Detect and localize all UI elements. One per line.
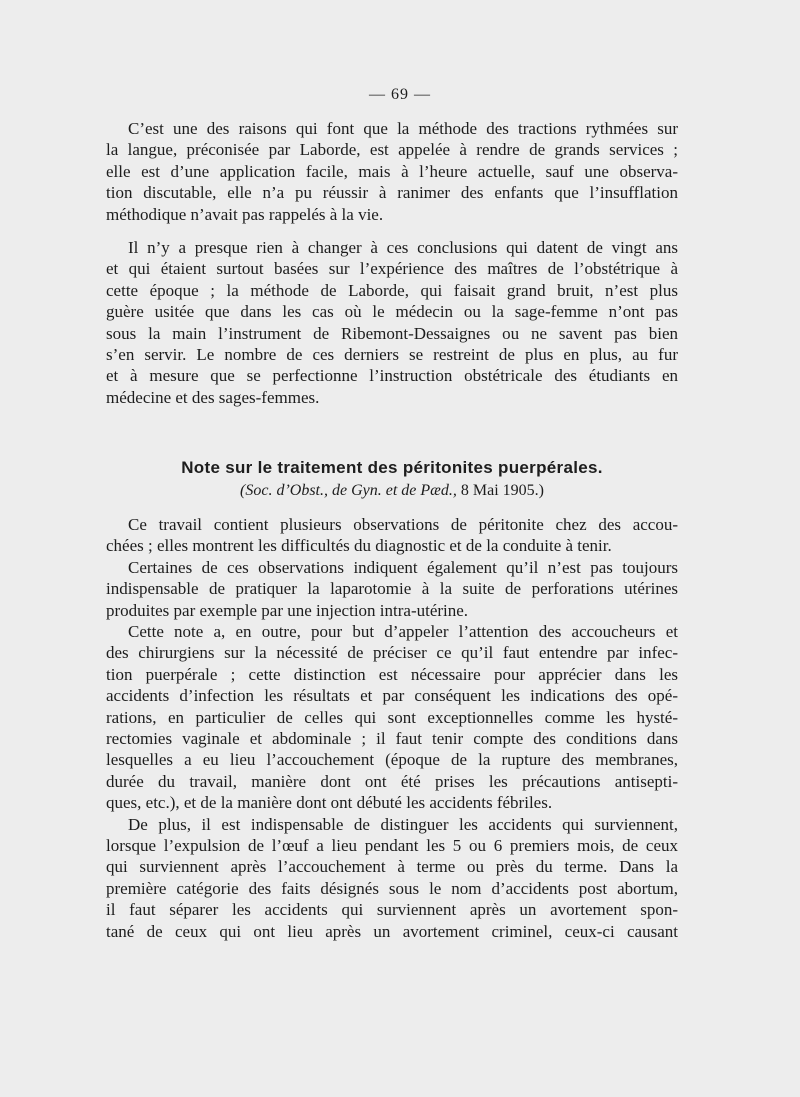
text-line: sous la main l’instrument de Ribemont-Dessaignes ou ne savent pas bien	[106, 323, 678, 343]
paragraph-3	[106, 514, 678, 557]
text-line: indispensable de pratiquer la laparotomie à la suite de perforations utérines	[106, 579, 678, 599]
paragraph-4	[106, 557, 678, 621]
text-line: elle est d’une application facile, mais à l’heure actuelle, sauf une observa-	[106, 161, 678, 181]
page-number: — 69 —	[369, 86, 431, 103]
text-line: la langue, préconisée par Laborde, est appelée à rendre de grands services ;	[106, 140, 678, 160]
paragraph-6	[106, 814, 678, 942]
text-line: rations, en particulier de celles qui sont exceptionnelles comme les hysté-	[106, 707, 678, 727]
text-line: lorsque l’expulsion de l’œuf a lieu pendant les 5 ou 6 premiers mois, de ceux	[106, 835, 678, 855]
text-line: lesquelles a eu lieu l’accouchement (époque de la rupture des membranes,	[106, 750, 678, 770]
paragraph-1	[106, 118, 678, 225]
page-content	[106, 118, 678, 942]
text-line: première catégorie des faits désignés sous le nom d’accidents post abortum,	[106, 878, 678, 898]
text-line: des chirurgiens sur la nécessité de préciser ce qu’il faut entendre par infec-	[106, 643, 678, 663]
text-line: médecine et des sages-femmes.	[106, 387, 320, 407]
text-line: tané de ceux qui ont lieu après un avortement criminel, ceux-ci causant	[106, 921, 678, 941]
text-line: et à mesure que se perfectionne l’instruction obstétricale des étudiants en	[106, 366, 678, 386]
text-line: accidents d’infection les résultats et par conséquent les indications des opé-	[106, 686, 678, 706]
text-line: tion puerpérale ; cette distinction est nécessaire pour apprécier dans les	[106, 664, 678, 684]
text-line: cette époque ; la méthode de Laborde, qui faisait grand bruit, n’est plus	[106, 280, 678, 300]
text-line: guère usitée que dans les cas où le médecin ou la sage-femme n’ont pas	[106, 302, 678, 322]
text-line: Il n’y a presque rien à changer à ces conclusions qui datent de vingt ans	[128, 237, 678, 257]
section-source	[106, 482, 678, 500]
text-line: rectomies vaginale et abdominale ; il faut tenir compte des conditions dans	[106, 728, 678, 748]
text-line: tion discutable, elle n’a pu réussir à ranimer des enfants que l’insufflation	[106, 183, 678, 203]
source-date: 8 Mai 1905.)	[460, 482, 544, 500]
section-title: Note sur le traitement des péritonites puerpérales.	[181, 458, 603, 478]
text-line: qui surviennent après l’accouchement à terme ou près du terme. Dans la	[106, 857, 678, 877]
text-line: produites par exemple par une injection intra-utérine.	[106, 600, 469, 620]
text-line: s’en servir. Le nombre de ces derniers se restreint de plus en plus, au fur	[106, 344, 678, 364]
text-line: Certaines de ces observations indiquent également qu’il n’est pas toujours	[128, 557, 678, 577]
text-line: il faut séparer les accidents qui surviennent après un avortement spon-	[106, 900, 678, 920]
text-line: chées ; elles montrent les difficultés du diagnostic et de la conduite à tenir.	[106, 536, 612, 556]
text-line: Ce travail contient plusieurs observations de péritonite chez des accou-	[128, 515, 678, 535]
text-line: durée du travail, manière dont ont été prises les précautions antisepti-	[106, 771, 678, 791]
source-journal: (Soc. d’Obst., de Gyn. et de Pæd.,	[240, 482, 457, 500]
text-line: Cette note a, en outre, pour but d’appeler l’attention des accoucheurs et	[128, 622, 678, 642]
paragraph-5	[106, 621, 678, 814]
text-line: méthodique n’avait pas rappelés à la vie.	[106, 204, 384, 224]
text-line: C’est une des raisons qui font que la méthode des tractions rythmées sur	[128, 119, 678, 138]
text-line: De plus, il est indispensable de distinguer les accidents qui surviennent,	[128, 814, 678, 834]
paragraph-2	[106, 237, 678, 408]
text-line: et qui étaient surtout basées sur l’expérience des maîtres de l’obstétrique à	[106, 259, 678, 279]
text-line: ques, etc.), et de la manière dont ont débuté les accidents fébriles.	[106, 793, 553, 813]
